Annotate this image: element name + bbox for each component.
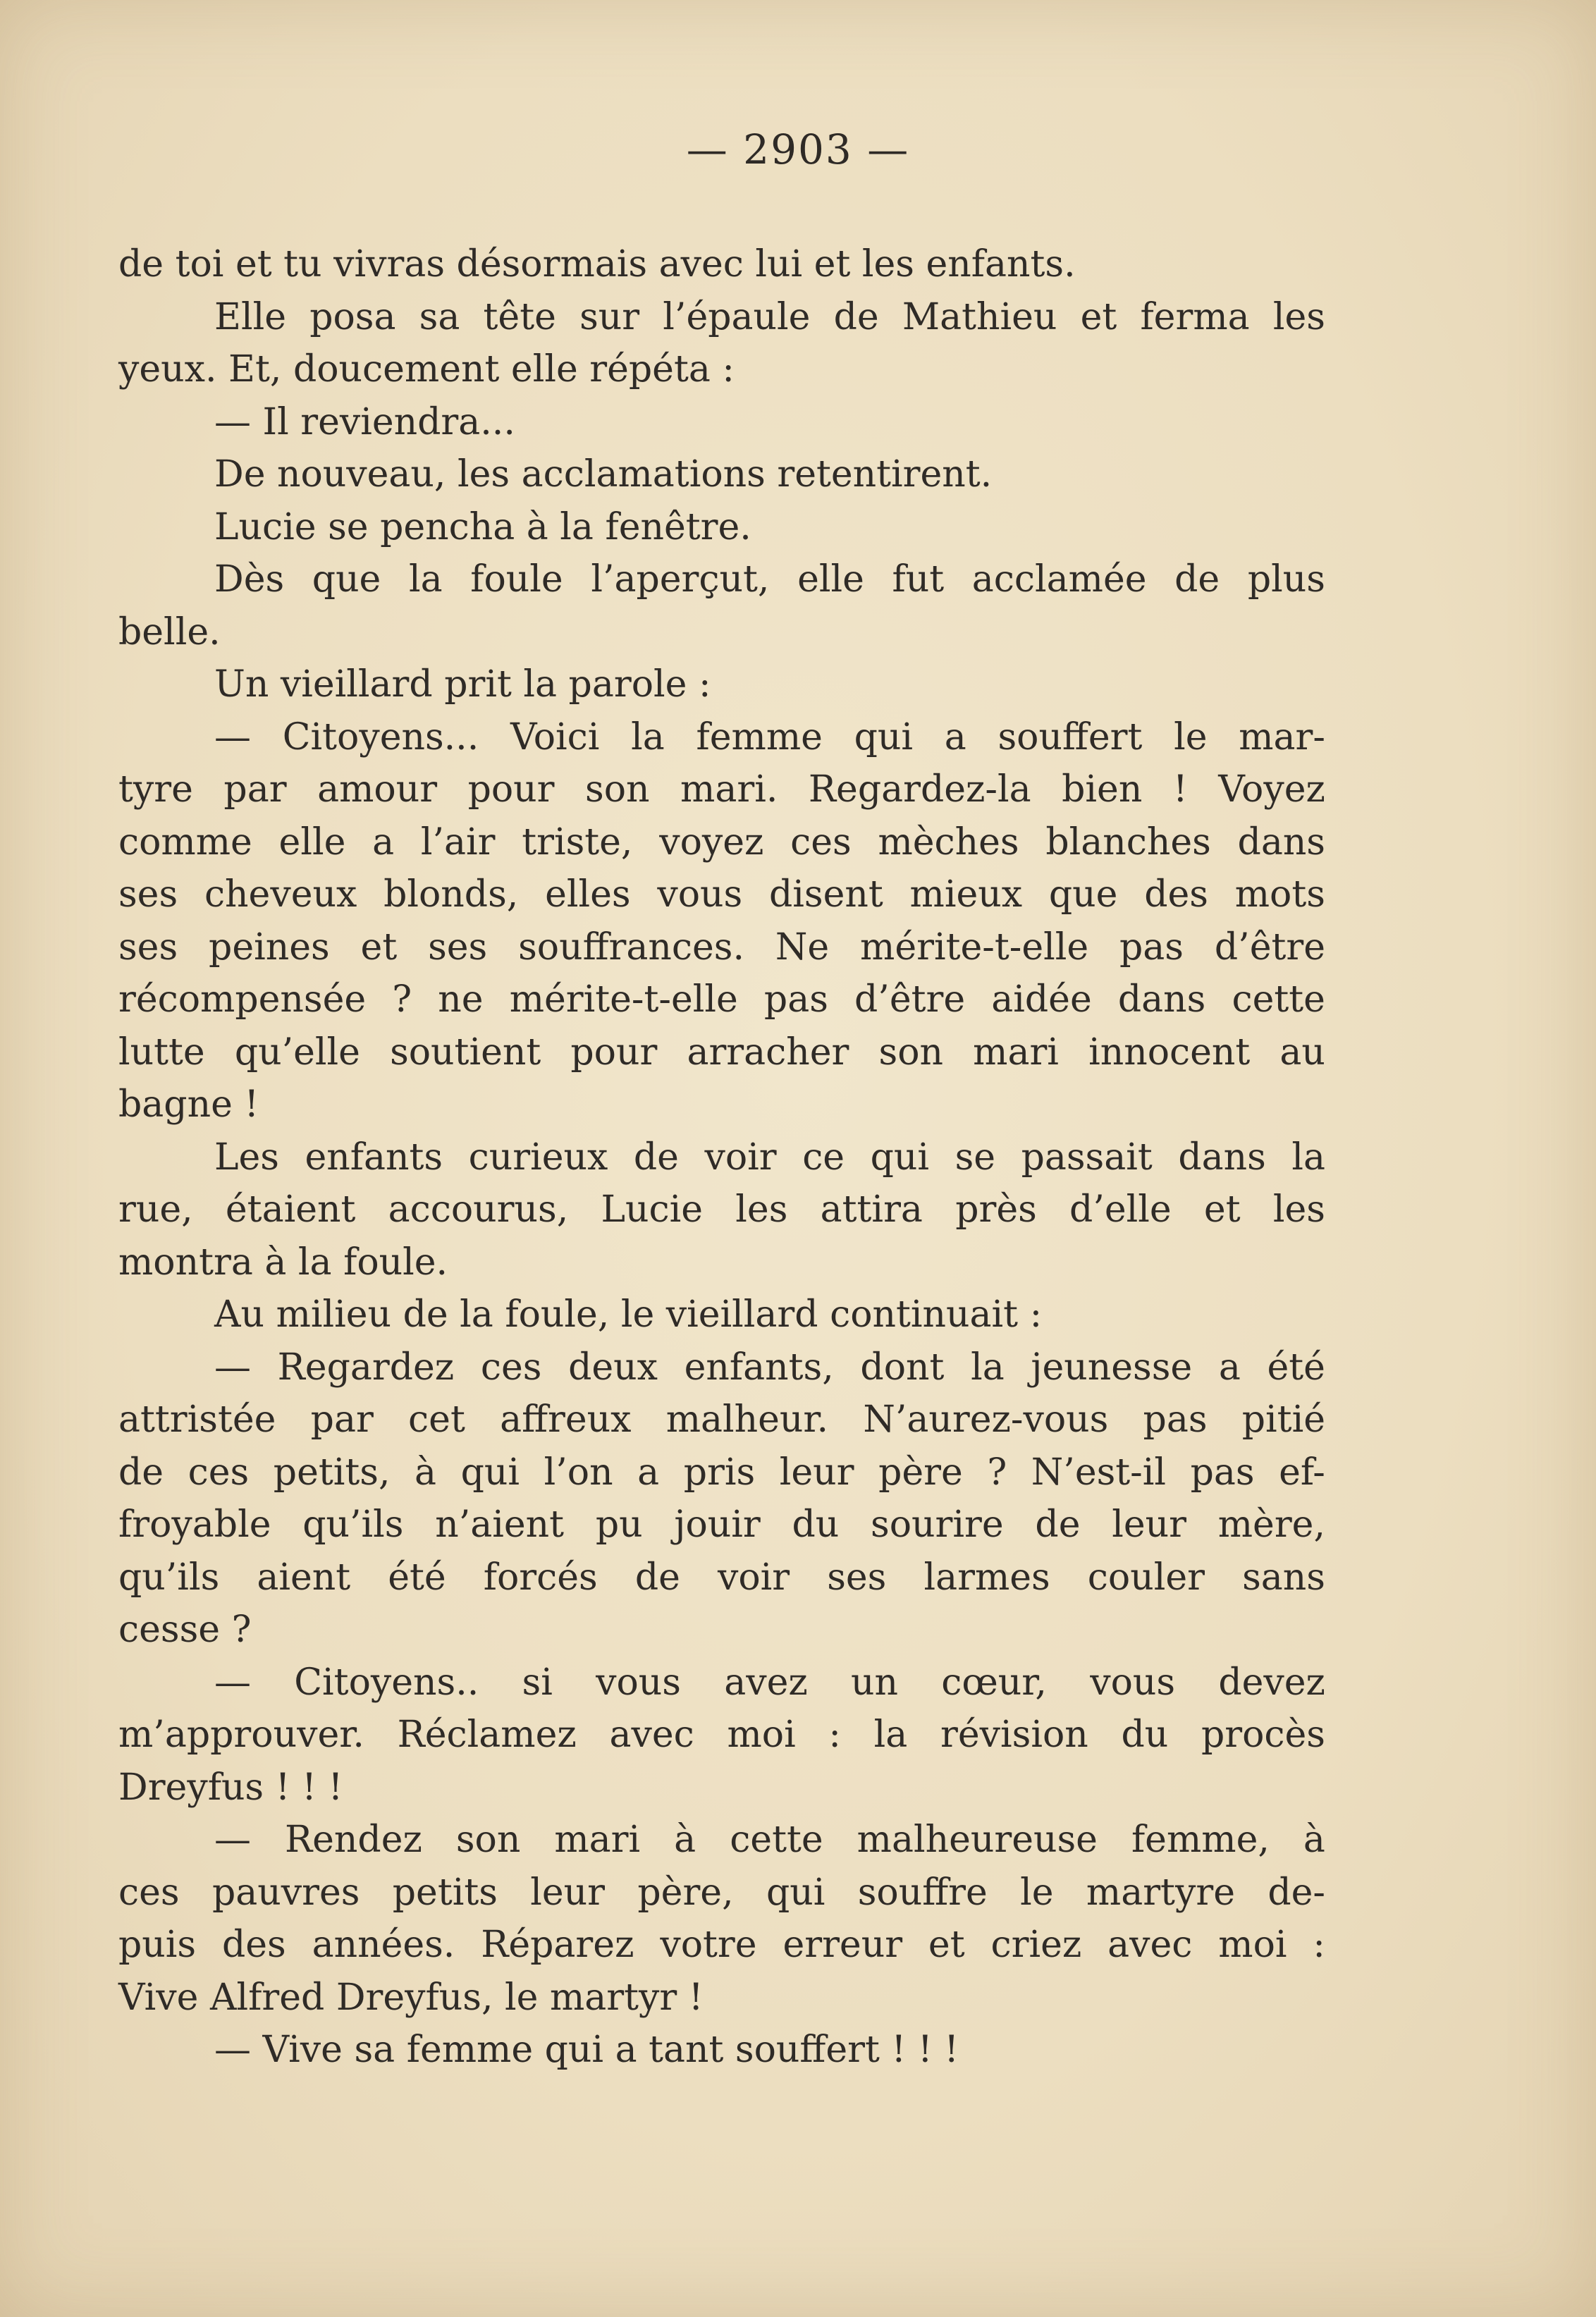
word: qu’ils <box>302 1504 404 1546</box>
text-line: De nouveau, les acclamations retentirent. <box>214 453 993 496</box>
word: l’air <box>420 821 496 864</box>
word: les <box>735 1188 788 1231</box>
word: à <box>415 1451 437 1494</box>
word: années. <box>312 1924 455 1966</box>
word: pauvres <box>211 1871 360 1914</box>
word: été <box>1267 1346 1325 1389</box>
word: à <box>674 1819 696 1861</box>
word: — <box>214 1819 251 1861</box>
word: pas <box>1190 1451 1255 1494</box>
word: ferma <box>1140 295 1250 338</box>
text-line: yeux. Et, doucement elle répéta : <box>118 348 735 391</box>
word: disent <box>769 873 883 916</box>
word: N’est-il <box>1031 1451 1167 1494</box>
word: petits <box>392 1871 498 1914</box>
word: m’approuver. <box>118 1714 364 1756</box>
text-line <box>118 1446 1325 1499</box>
word: mari <box>973 1031 1059 1074</box>
text-line <box>118 1341 1325 1394</box>
text-line <box>118 1394 1325 1446</box>
word: ? <box>987 1451 1007 1494</box>
word: Lucie <box>601 1188 704 1231</box>
text-line <box>118 553 1325 606</box>
word: enfants, <box>684 1346 834 1389</box>
word: moi <box>1218 1924 1287 1966</box>
word: Rendez <box>285 1819 422 1861</box>
word: et <box>928 1924 965 1966</box>
word: que <box>1048 873 1118 916</box>
word: pu <box>595 1504 643 1546</box>
word: ces <box>118 1871 180 1914</box>
word: voir <box>717 1556 790 1599</box>
word: mari <box>554 1819 641 1861</box>
word: près <box>955 1188 1037 1231</box>
word: cet <box>408 1399 465 1441</box>
word: mèches <box>878 821 1019 864</box>
word: les <box>1272 295 1325 338</box>
text-line <box>118 921 1325 974</box>
word: pas <box>763 978 828 1021</box>
text-line: — Il reviendra... <box>214 400 515 443</box>
word: des <box>1144 873 1208 916</box>
word: comme <box>118 821 252 864</box>
word: bien <box>1062 768 1143 811</box>
word: accourus, <box>388 1188 569 1231</box>
word: ses <box>428 926 488 969</box>
word: et <box>1080 295 1117 338</box>
word: blanches <box>1045 821 1211 864</box>
word: elles <box>545 873 631 916</box>
word: a <box>944 715 966 758</box>
text-line: bagne ! <box>118 1083 259 1126</box>
word: et <box>1203 1188 1241 1231</box>
word: de <box>1035 1504 1081 1546</box>
word: moi <box>727 1714 796 1756</box>
word: puis <box>118 1924 197 1966</box>
word: Les <box>214 1136 279 1179</box>
word: — <box>214 715 251 758</box>
word: d’être <box>854 978 966 1021</box>
word: cette <box>1232 978 1325 1021</box>
word: attira <box>820 1188 923 1231</box>
word: ces <box>790 821 852 864</box>
word: fut <box>892 558 945 601</box>
word: dans <box>1117 978 1206 1021</box>
word: criez <box>990 1924 1082 1966</box>
word: la <box>631 715 665 758</box>
word: : <box>1313 1924 1325 1966</box>
text-line: belle. <box>118 610 221 653</box>
word: petits, <box>273 1451 391 1494</box>
word: cheveux <box>204 873 357 916</box>
word: Réparez <box>481 1924 634 1966</box>
word: pour <box>467 768 555 811</box>
word: a <box>372 821 395 864</box>
word: d’elle <box>1069 1188 1172 1231</box>
text-line: de toi et tu vivras désormais avec lui et les enfants. <box>118 243 1076 285</box>
word: acclamée <box>971 558 1147 601</box>
text-line <box>118 1551 1325 1604</box>
word: souffre <box>857 1871 988 1914</box>
word: couler <box>1087 1556 1205 1599</box>
word: ces <box>188 1451 250 1494</box>
word: si <box>522 1661 553 1704</box>
text-line <box>118 1709 1325 1762</box>
word: ? <box>392 978 412 1021</box>
word: attristée <box>118 1399 276 1441</box>
text-line <box>118 291 1325 344</box>
word: avec <box>609 1714 694 1756</box>
word: pour <box>570 1031 658 1074</box>
word: père, <box>637 1871 734 1914</box>
word: mots <box>1234 873 1325 916</box>
word: dans <box>1178 1136 1266 1179</box>
word: cette <box>730 1819 823 1861</box>
word: Voyez <box>1218 768 1325 811</box>
text-line <box>118 1026 1325 1079</box>
word: ! <box>1172 768 1188 811</box>
text-line <box>118 1657 1325 1709</box>
word: voir <box>704 1136 777 1179</box>
word: femme <box>696 715 823 758</box>
word: de <box>118 1451 164 1494</box>
word: triste, <box>522 821 633 864</box>
word: sur <box>579 295 640 338</box>
word: ef- <box>1279 1451 1325 1494</box>
text-line: Un vieillard prit la parole : <box>214 663 711 706</box>
text-line: Lucie se pencha à la fenêtre. <box>214 505 751 548</box>
word: rue, <box>118 1188 193 1231</box>
word: l’aperçut, <box>591 558 770 601</box>
text-line <box>118 868 1325 921</box>
word: par <box>310 1399 374 1441</box>
word: Elle <box>214 295 286 338</box>
word: froyable <box>118 1504 271 1546</box>
text-line <box>118 973 1325 1026</box>
word: la <box>1291 1136 1325 1179</box>
word: jouir <box>674 1504 761 1546</box>
word: plus <box>1247 558 1325 601</box>
word: des <box>221 1924 286 1966</box>
word: récompensée <box>118 978 367 1021</box>
word: qui <box>766 1871 825 1914</box>
word: Ne <box>775 926 830 969</box>
word: la <box>971 1346 1005 1389</box>
word: mari. <box>680 768 778 811</box>
word: mar- <box>1239 715 1325 758</box>
word: devez <box>1218 1661 1325 1704</box>
word: par <box>223 768 287 811</box>
word: — <box>214 1346 251 1389</box>
word: son <box>455 1819 521 1861</box>
word: révision <box>940 1714 1088 1756</box>
word: vous <box>1090 1661 1176 1704</box>
word: la <box>873 1714 908 1756</box>
word: dans <box>1237 821 1325 864</box>
word: du <box>1121 1714 1169 1756</box>
word: souffrances. <box>518 926 745 969</box>
text-line: montra à la foule. <box>118 1241 448 1284</box>
word: n’aient <box>435 1504 565 1546</box>
word: ce <box>802 1136 845 1179</box>
text-line <box>118 1184 1325 1236</box>
word: souffert <box>998 715 1143 758</box>
word: ses <box>118 926 178 969</box>
word: sa <box>419 295 460 338</box>
word: innocent <box>1088 1031 1251 1074</box>
word: ces <box>480 1346 542 1389</box>
word: cœur, <box>941 1661 1047 1704</box>
word: à <box>1303 1819 1325 1861</box>
word: pas <box>1143 1399 1208 1441</box>
word: sourire <box>871 1504 1004 1546</box>
word: soutient <box>390 1031 541 1074</box>
word: mérite-t-elle <box>509 978 738 1021</box>
word: tyre <box>118 768 193 811</box>
word: mérite-t-elle <box>860 926 1089 969</box>
word: curieux <box>468 1136 608 1179</box>
word: passait <box>1021 1136 1153 1179</box>
word: qui <box>460 1451 520 1494</box>
page-number: — 2903 — <box>686 125 910 173</box>
word: ne <box>438 978 484 1021</box>
word: elle <box>278 821 346 864</box>
word: aidée <box>991 978 1092 1021</box>
word: a <box>637 1451 660 1494</box>
body-text <box>118 238 1325 2077</box>
word: malheureuse <box>857 1819 1098 1861</box>
word: Regardez-la <box>808 768 1031 811</box>
word: étaient <box>225 1188 356 1231</box>
word: l’on <box>544 1451 613 1494</box>
word: Regardez <box>277 1346 455 1389</box>
word: pris <box>683 1451 756 1494</box>
text-line <box>118 1131 1325 1184</box>
word: son <box>878 1031 944 1074</box>
word: lutte <box>118 1031 205 1074</box>
word: affreux <box>500 1399 632 1441</box>
word: un <box>851 1661 898 1704</box>
word: Citoyens.. <box>294 1661 479 1704</box>
word: forcés <box>483 1556 598 1599</box>
word: vous <box>596 1661 681 1704</box>
word: de <box>833 295 879 338</box>
word: deux <box>568 1346 658 1389</box>
text-line <box>118 1867 1325 1919</box>
word: Voici <box>510 715 600 758</box>
text-line <box>118 1814 1325 1867</box>
word: son <box>585 768 650 811</box>
word: Réclamez <box>397 1714 577 1756</box>
word: d’être <box>1214 926 1325 969</box>
word: amour <box>317 768 438 811</box>
word: la <box>408 558 443 601</box>
word: le <box>1174 715 1208 758</box>
text-line: Dreyfus ! ! ! <box>118 1766 343 1809</box>
word: voyez <box>659 821 764 864</box>
text-line <box>118 1919 1325 1972</box>
word: père <box>878 1451 963 1494</box>
text-line: — Vive sa femme qui a tant souffert ! ! ! <box>214 2029 959 2071</box>
word: pas <box>1119 926 1184 969</box>
word: mère, <box>1217 1504 1325 1546</box>
text-line <box>118 816 1325 869</box>
word: au <box>1279 1031 1325 1074</box>
word: du <box>792 1504 840 1546</box>
word: se <box>954 1136 996 1179</box>
text-line: Vive Alfred Dreyfus, le martyr ! <box>118 1976 704 2019</box>
word: erreur <box>782 1924 903 1966</box>
word: de <box>1174 558 1220 601</box>
word: sans <box>1242 1556 1325 1599</box>
word: qui <box>854 715 914 758</box>
word: de <box>634 1556 680 1599</box>
text-line <box>118 711 1325 764</box>
word: ses <box>827 1556 887 1599</box>
word: N’aurez-vous <box>863 1399 1109 1441</box>
word: leur <box>1112 1504 1186 1546</box>
word: le <box>1020 1871 1054 1914</box>
word: qui <box>870 1136 930 1179</box>
word: qu’elle <box>234 1031 360 1074</box>
word: qu’ils <box>118 1556 220 1599</box>
word: avec <box>1107 1924 1193 1966</box>
word: Dès <box>214 558 285 601</box>
word: blonds, <box>383 873 519 916</box>
word: malheur. <box>665 1399 829 1441</box>
word: leur <box>779 1451 854 1494</box>
word: avez <box>724 1661 808 1704</box>
word: aient <box>257 1556 351 1599</box>
word: et <box>360 926 398 969</box>
word: Mathieu <box>902 295 1057 338</box>
word: posa <box>309 295 396 338</box>
word: leur <box>530 1871 606 1914</box>
word: de- <box>1267 1871 1325 1914</box>
word: : <box>828 1714 841 1756</box>
word: enfants <box>305 1136 443 1179</box>
word: elle <box>797 558 864 601</box>
text-line <box>118 763 1325 816</box>
word: l’épaule <box>663 295 811 338</box>
word: femme, <box>1131 1819 1270 1861</box>
word: pitié <box>1241 1399 1325 1441</box>
word: Citoyens... <box>282 715 479 758</box>
word: procès <box>1201 1714 1325 1756</box>
word: les <box>1272 1188 1325 1231</box>
word: peines <box>209 926 330 969</box>
word: vous <box>657 873 743 916</box>
word: de <box>633 1136 679 1179</box>
word: a <box>1218 1346 1241 1389</box>
word: votre <box>660 1924 757 1966</box>
text-line: cesse ? <box>118 1609 252 1651</box>
word: foule <box>470 558 563 601</box>
word: larmes <box>923 1556 1050 1599</box>
word: — <box>214 1661 251 1704</box>
word: jeunesse <box>1031 1346 1193 1389</box>
word: dont <box>860 1346 945 1389</box>
word: été <box>388 1556 446 1599</box>
word: mieux <box>909 873 1023 916</box>
text-line: Au milieu de la foule, le vieillard continuait : <box>214 1293 1043 1336</box>
word: arracher <box>687 1031 849 1074</box>
word: que <box>312 558 381 601</box>
text-line <box>118 1499 1325 1551</box>
word: martyre <box>1086 1871 1235 1914</box>
word: ses <box>118 873 178 916</box>
word: tête <box>483 295 556 338</box>
